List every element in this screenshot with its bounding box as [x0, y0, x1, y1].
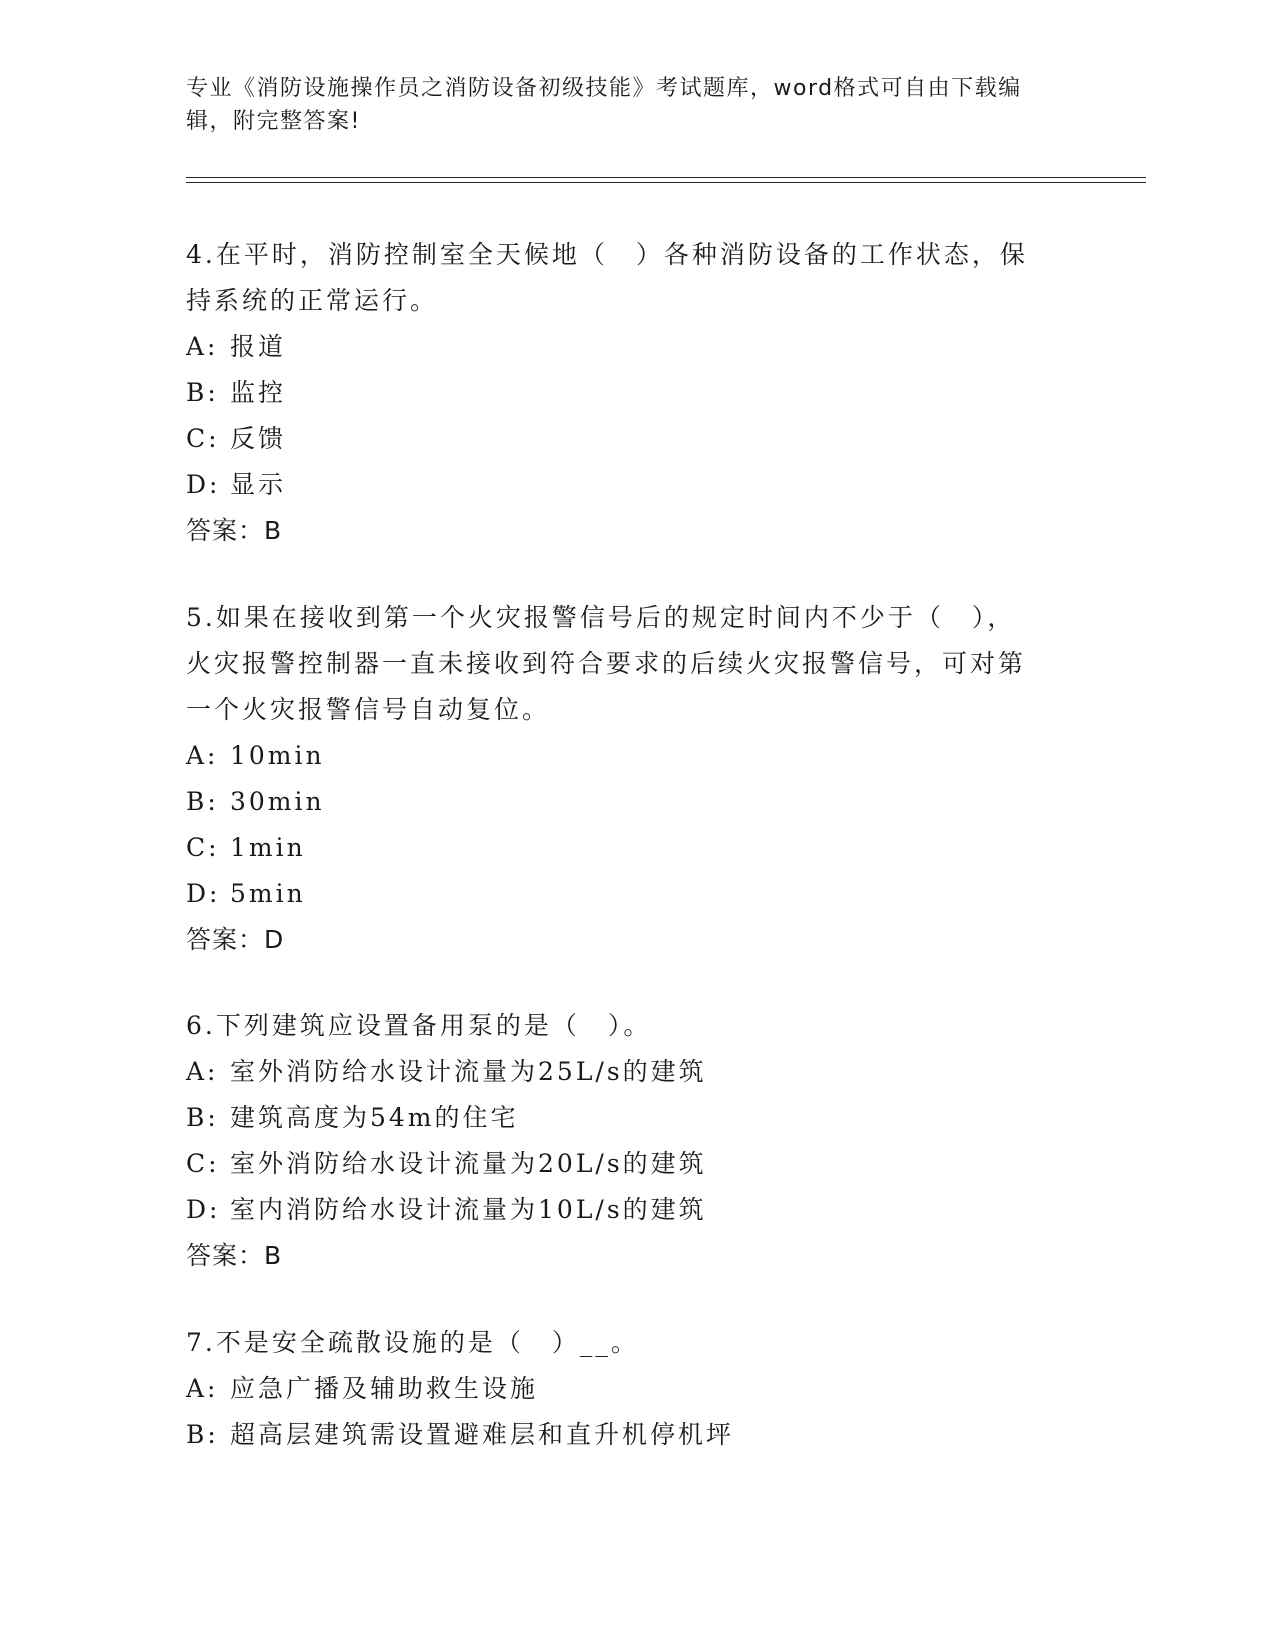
option-text: 10min [230, 741, 325, 770]
option-text: 应急广播及辅助救生设施 [230, 1374, 539, 1403]
option-a [186, 733, 1066, 779]
answer-line: 答案：B [186, 1241, 283, 1270]
question-block [186, 595, 1066, 963]
option-a [186, 1366, 1066, 1412]
option-text: 监控 [230, 378, 287, 407]
option-text: 5min [230, 879, 306, 908]
option-key: B: [186, 787, 219, 816]
option-text: 反馈 [230, 424, 287, 453]
option-c [186, 825, 1066, 871]
option-text: 建筑高度为54m的住宅 [230, 1103, 519, 1132]
option-key: C: [186, 424, 220, 453]
question-stem: 一个火灾报警信号自动复位。 [186, 695, 551, 724]
option-key: A: [186, 741, 219, 770]
option-text: 超高层建筑需设置避难层和直升机停机坪 [230, 1420, 735, 1449]
option-key: A: [186, 1057, 219, 1086]
option-key: D: [186, 470, 221, 499]
option-d [186, 871, 1066, 917]
option-text: 报道 [230, 332, 287, 361]
question-stem: 4.在平时，消防控制室全天候地（ ）各种消防设备的工作状态，保 [186, 240, 1028, 269]
option-key: C: [186, 1149, 220, 1178]
option-a [186, 324, 1066, 370]
header-divider [186, 182, 1146, 183]
header-line: 专业《消防设施操作员之消防设备初级技能》考试题库，word格式可自由下载编 [186, 76, 1022, 101]
option-key: B: [186, 1420, 219, 1449]
question-block [186, 1320, 1066, 1458]
question-stem: 6.下列建筑应设置备用泵的是（ ）。 [186, 1011, 652, 1040]
question-block [186, 1003, 1066, 1279]
option-key: B: [186, 1103, 219, 1132]
option-d [186, 462, 1066, 508]
option-c [186, 1141, 1066, 1187]
header-divider [186, 177, 1146, 178]
option-a [186, 1049, 1066, 1095]
question-stem: 持系统的正常运行。 [186, 286, 439, 315]
option-key: A: [186, 332, 219, 361]
question-stem: 7.不是安全疏散设施的是（ ）__。 [186, 1328, 639, 1357]
option-key: A: [186, 1374, 219, 1403]
option-key: B: [186, 378, 219, 407]
option-c [186, 416, 1066, 462]
option-key: C: [186, 833, 220, 862]
option-text: 1min [230, 833, 306, 862]
option-b [186, 1412, 1066, 1458]
question-block [186, 232, 1066, 554]
header-line: 辑，附完整答案! [186, 109, 361, 134]
option-text: 室内消防给水设计流量为10L/s的建筑 [230, 1195, 707, 1224]
option-text: 室外消防给水设计流量为20L/s的建筑 [230, 1149, 707, 1178]
option-d [186, 1187, 1066, 1233]
answer-line: 答案：B [186, 516, 283, 545]
option-b [186, 779, 1066, 825]
option-key: D: [186, 1195, 221, 1224]
option-text: 室外消防给水设计流量为25L/s的建筑 [230, 1057, 707, 1086]
option-b [186, 370, 1066, 416]
question-stem: 火灾报警控制器一直未接收到符合要求的后续火灾报警信号，可对第 [186, 649, 1027, 678]
option-text: 显示 [230, 470, 287, 499]
option-text: 30min [230, 787, 325, 816]
option-b [186, 1095, 1066, 1141]
question-stem: 5.如果在接收到第一个火灾报警信号后的规定时间内不少于（ ）， [186, 603, 1016, 632]
document-header [186, 72, 1066, 138]
option-key: D: [186, 879, 221, 908]
answer-line: 答案：D [186, 925, 285, 954]
